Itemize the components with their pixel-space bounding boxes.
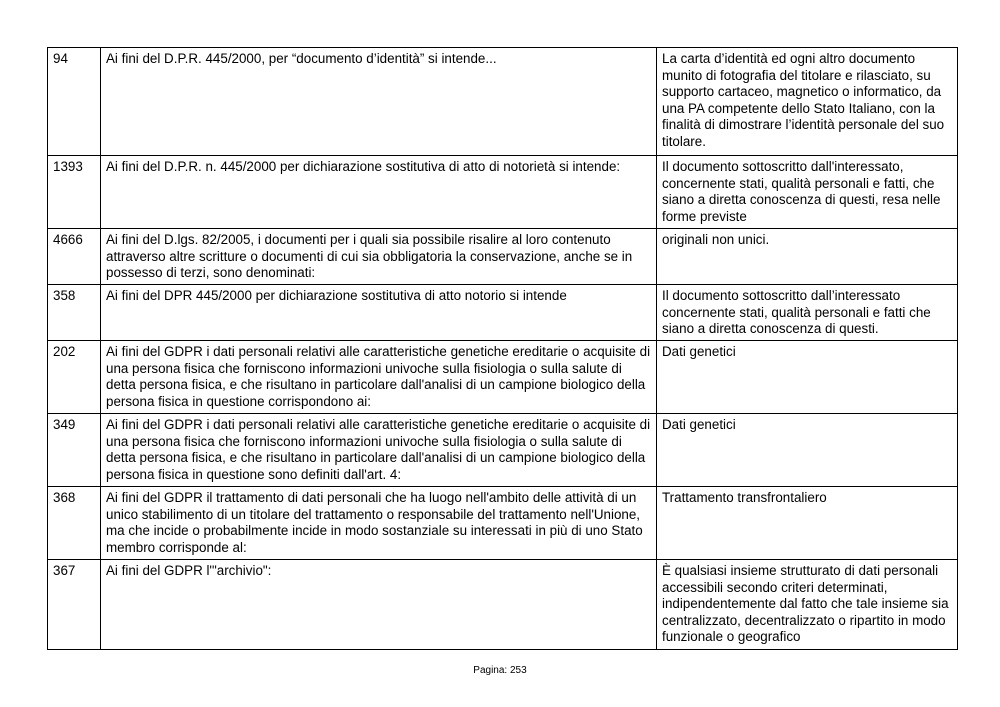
question-text: Ai fini del D.P.R. 445/2000, per “documento d’identità” si intende...: [101, 48, 657, 156]
table-row: [48, 285, 958, 341]
question-id: 358: [48, 285, 101, 341]
table-row: [48, 487, 958, 560]
answer-text: Dati genetici: [657, 414, 958, 487]
table-row: [48, 560, 958, 650]
question-text: Ai fini del GDPR i dati personali relativi alle caratteristiche genetiche ereditarie o acquisite di una persona fisica che forniscono informazioni univoche sulla fisiologia o sulla salute di detta persona fisica, e che risultano in particolare dall'analisi di un campione biologico della persona fisica in questione corrispondono ai:: [101, 341, 657, 414]
answer-text: Dati genetici: [657, 341, 958, 414]
qa-table: [47, 47, 958, 650]
question-text: Ai fini del GDPR l'"archivio":: [101, 560, 657, 650]
answer-text: Il documento sottoscritto dall'interessato, concernente stati, qualità personali e fatti, che siano a diretta conoscenza di questi, resa nelle forme previste: [657, 156, 958, 229]
question-text: Ai fini del D.P.R. n. 445/2000 per dichiarazione sostitutiva di atto di notorietà si intende:: [101, 156, 657, 229]
answer-text: È qualsiasi insieme strutturato di dati personali accessibili secondo criteri determinati, indipendentemente dal fatto che tale insieme sia centralizzato, decentralizzato o ripartito in modo funzionale o geografico: [657, 560, 958, 650]
answer-text: originali non unici.: [657, 229, 958, 285]
question-id: 349: [48, 414, 101, 487]
question-id: 367: [48, 560, 101, 650]
table-row: [48, 414, 958, 487]
question-text: Ai fini del GDPR il trattamento di dati personali che ha luogo nell'ambito delle attività di un unico stabilimento di un titolare del trattamento o responsabile del trattamento nell'Unione, ma che incide o probabilmente incide in modo sostanziale su interessati in più di uno Stato membro corrisponde al:: [101, 487, 657, 560]
table-row: [48, 156, 958, 229]
table-row: [48, 229, 958, 285]
table-row: [48, 48, 958, 156]
answer-text: La carta d’identità ed ogni altro documento munito di fotografia del titolare e rilasciato, su supporto cartaceo, magnetico o informatico, da una PA competente dello Stato Italiano, con la finalità di dimostrare l’identità personale del suo titolare.: [657, 48, 958, 156]
question-text: Ai fini del DPR 445/2000 per dichiarazione sostitutiva di atto notorio si intende: [101, 285, 657, 341]
answer-text: Trattamento transfrontaliero: [657, 487, 958, 560]
answer-text: Il documento sottoscritto dall’interessato concernente stati, qualità personali e fatti che siano a diretta conoscenza di questi.: [657, 285, 958, 341]
question-id: 4666: [48, 229, 101, 285]
question-id: 94: [48, 48, 101, 156]
question-text: Ai fini del D.lgs. 82/2005, i documenti per i quali sia possibile risalire al loro contenuto attraverso altre scritture o documenti di cui sia obbligatoria la conservazione, anche se in possesso di terzi, sono denominati:: [101, 229, 657, 285]
question-id: 368: [48, 487, 101, 560]
question-id: 1393: [48, 156, 101, 229]
question-id: 202: [48, 341, 101, 414]
table-row: [48, 341, 958, 414]
question-text: Ai fini del GDPR i dati personali relativi alle caratteristiche genetiche ereditarie o acquisite di una persona fisica che forniscono informazioni univoche sulla fisiologia o sulla salute di detta persona fisica, e che risultano in particolare dall'analisi di un campione biologico della persona fisica in questione sono definiti dall'art. 4:: [101, 414, 657, 487]
page-number: Pagina: 253: [473, 665, 527, 676]
